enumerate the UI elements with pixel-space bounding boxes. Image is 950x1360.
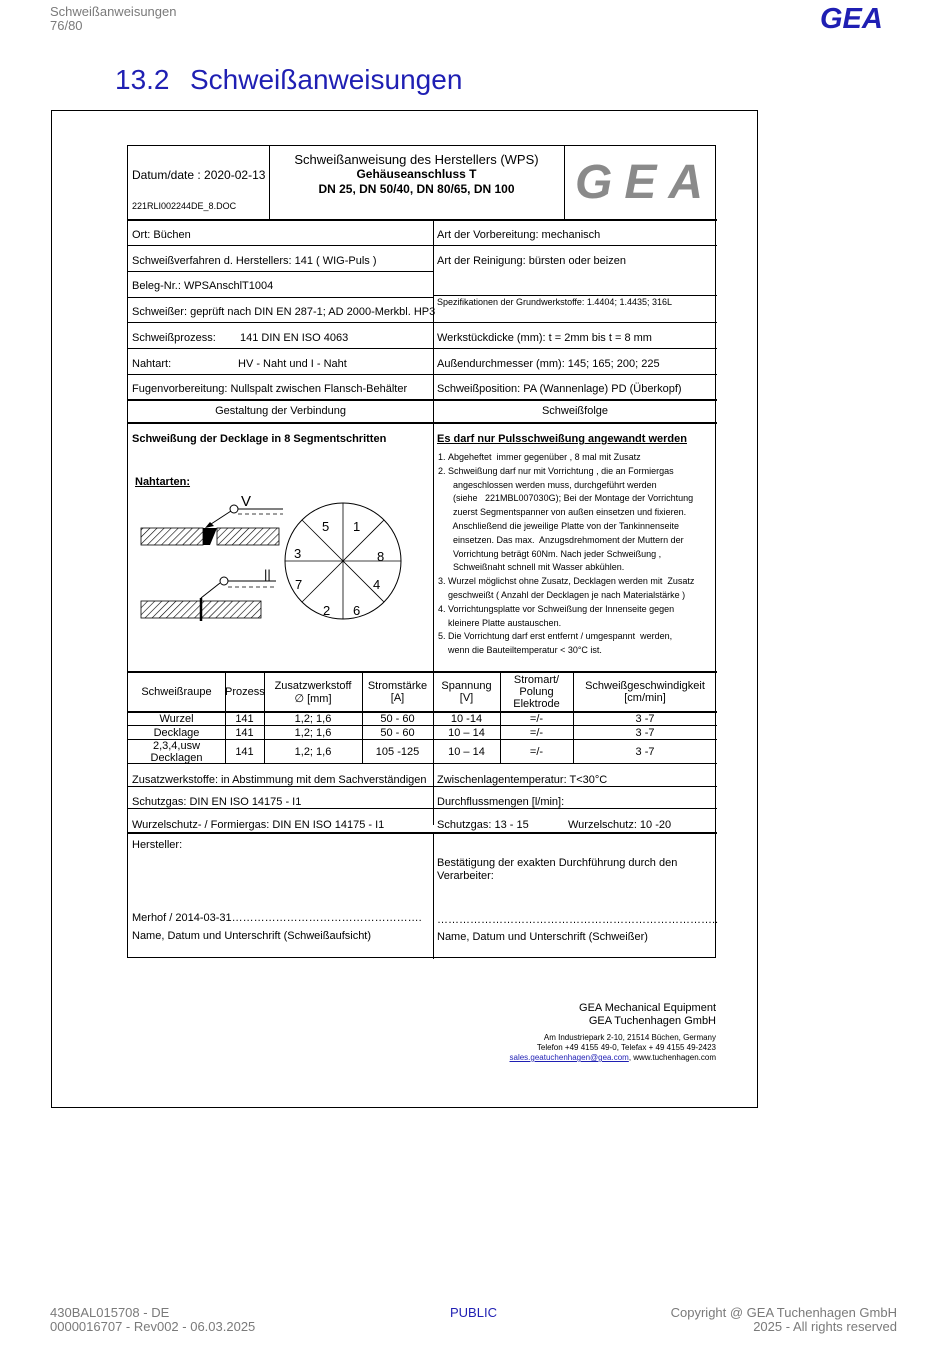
step-number: 3. — [438, 576, 446, 587]
table-cell: =/- — [529, 713, 544, 725]
step-item — [438, 630, 718, 658]
table-cell: Decklagen — [150, 752, 203, 764]
footer-doc: 430BAL015708 - DE — [50, 1305, 170, 1320]
table-cell: 3 -7 — [635, 746, 655, 758]
footer-classification: PUBLIC — [450, 1305, 497, 1320]
footer-copyright: Copyright @ GEA Tuchenhagen GmbH — [670, 1305, 897, 1320]
plate-right-v — [217, 528, 279, 545]
wps-gea-logo — [575, 160, 705, 207]
wps-subtitle: Gehäuseanschluss T — [356, 167, 477, 181]
steps-list — [438, 451, 718, 658]
step-line: zuerst Segmentspanner von außen einsetzen und fixieren. — [448, 507, 687, 518]
wps-schutzgas: Schutzgas: DIN EN ISO 14175 - I1 — [132, 796, 302, 808]
step-number: 1. — [438, 452, 446, 462]
wps-hersteller: Hersteller: — [132, 839, 183, 851]
segment-label: 4 — [373, 577, 381, 592]
i-symbol: || — [264, 567, 271, 582]
section-heading — [115, 64, 462, 96]
step-line: geschweißt ( Anzahl der Decklagen je nach Materialstärke ) — [448, 589, 686, 600]
nahtarten-label: Nahtarten: — [135, 476, 191, 488]
company-phone: Telefon +49 4155 49-0, Telefax + 49 4155 49-2423 — [536, 1043, 716, 1052]
wps-wurzelschutz-menge: Wurzelschutz: 10 -20 — [568, 819, 672, 831]
table-cell: 10 – 14 — [448, 727, 485, 739]
table-cell: 1,2; 1,6 — [294, 746, 332, 758]
wps-verfahren: Schweißverfahren d. Herstellers: 141 ( WIG-Puls ) — [132, 255, 377, 267]
plate-left-v — [141, 528, 203, 545]
segment-label: 6 — [353, 603, 361, 618]
gea-logo — [820, 4, 898, 37]
table-cell: 10 – 14 — [448, 746, 485, 758]
table-cell: 141 — [235, 727, 254, 739]
company-email-link[interactable]: sales.geatuchenhagen@gea.com — [509, 1053, 629, 1062]
table-cell: 50 - 60 — [380, 713, 415, 725]
table-cell: 2,3,4,usw — [152, 740, 201, 752]
wps-dicke: Werkstückdicke (mm): t = 2mm bis t = 8 mm — [437, 332, 652, 344]
sign-line-left: Merhof / 2014-03-31……………………………………………. — [132, 912, 422, 924]
wps-doc-ref: 221RLI002244DE_8.DOC — [132, 201, 237, 211]
company-contact — [510, 1053, 717, 1062]
table-cell: =/- — [529, 727, 544, 739]
segment-label: 2 — [323, 603, 331, 618]
company-line1: GEA Mechanical Equipment — [579, 1002, 716, 1014]
wps-reinigung: Art der Reinigung: bürsten oder beizen — [437, 255, 626, 267]
table-header-cell: ∅ [mm] — [294, 693, 332, 705]
v-weld-seam — [203, 528, 217, 545]
table-cell: 3 -7 — [635, 727, 655, 739]
wps-schweisser: Schweißer: geprüft nach DIN EN 287-1; AD 2000-Merkbl. HP3 — [132, 306, 436, 318]
wps-folge: Schweißfolge — [541, 405, 609, 417]
wps-sizes: DN 25, DN 50/40, DN 80/65, DN 100 — [318, 182, 515, 196]
table-header-cell: [cm/min] — [624, 692, 666, 704]
table-cell: 141 — [235, 746, 254, 758]
segment-label: 8 — [377, 549, 385, 564]
name-left: Name, Datum und Unterschrift (Schweißaufsicht) — [132, 930, 372, 942]
step-line: Vorrichtung beträgt 60Nm. Nach jeder Schweißung , — [448, 548, 662, 559]
table-header-cell: Stromart/ — [513, 674, 560, 686]
table-header-cell: Spannung — [441, 680, 492, 692]
gea-logo-text: GEA — [820, 4, 883, 32]
table-cell: 1,2; 1,6 — [294, 727, 332, 739]
wps-title: Schweißanweisung des Herstellers (WPS) — [294, 152, 539, 167]
wps-spezifikation: Spezifikationen der Grundwerkstoffe: 1.4404; 1.4435; 316L — [437, 297, 672, 307]
step-line: Anschließend die jeweilige Platte von der Tankinnenseite — [448, 520, 679, 531]
step-item — [438, 465, 718, 575]
step-item — [438, 575, 718, 603]
wps-fugen: Fugenvorbereitung: Nullspalt zwischen Flansch-Behälter — [132, 383, 408, 395]
step-item — [438, 451, 718, 465]
wps-zwischen: Zwischenlagentemperatur: T<30°C — [437, 774, 608, 786]
wps-schutzgas-menge: Schutzgas: 13 - 15 — [437, 819, 529, 831]
segment-label: 3 — [294, 546, 302, 561]
wps-nahtart-label: Nahtart: — [132, 358, 172, 370]
step-line: Die Vorrichtung darf erst entfernt / umgespannt werden, — [448, 631, 673, 642]
table-header-cell: Polung — [519, 686, 554, 698]
wps-gestaltung: Gestaltung der Verbindung — [215, 405, 346, 417]
table-cell: 1,2; 1,6 — [294, 713, 332, 725]
company-web: , www.tuchenhagen.com — [628, 1053, 716, 1062]
plate-left-i — [141, 601, 201, 618]
page-header — [50, 5, 176, 33]
step-line: Vorrichtungsplatte vor Schweißung der Innenseite gegen — [448, 603, 675, 614]
company-line2: GEA Tuchenhagen GmbH — [588, 1015, 716, 1027]
segment-label: 1 — [353, 519, 361, 534]
wps-bestaetigung-2: Verarbeiter: — [437, 870, 494, 882]
footer-rights: 2025 - All rights reserved — [753, 1319, 897, 1334]
step-line: einsetzen. Das max. Anzugsdrehmoment der Muttern der — [448, 534, 684, 545]
doc-title: Schweißanweisungen — [50, 4, 177, 19]
name-right: Name, Datum und Unterschrift (Schweißer) — [437, 931, 648, 943]
step-line: wenn die Bauteiltemperatur < 30°C ist. — [448, 645, 602, 656]
step-number: 4. — [438, 603, 446, 614]
wps-prozess-label: Schweißprozess: — [132, 332, 216, 344]
wps-ort: Ort: Büchen — [132, 229, 191, 241]
section-title: Schweißanweisungen — [190, 64, 463, 95]
step-line: Schweißung darf nur mit Vorrichtung , die an Formiergas — [448, 465, 674, 476]
table-cell: Decklage — [153, 727, 200, 739]
footer-rev: 0000016707 - Rev002 - 06.03.2025 — [50, 1319, 256, 1334]
table-header-cell: Prozess — [225, 686, 265, 698]
table-header-cell: [A] — [390, 692, 405, 704]
wps-vorbereitung: Art der Vorbereitung: mechanisch — [437, 229, 601, 241]
decklage-title: Schweißung der Decklage in 8 Segmentschritten — [132, 433, 387, 445]
table-row-divider — [128, 725, 717, 726]
segment-label: 5 — [322, 519, 330, 534]
table-header-cell: Zusatzwerkstoff — [274, 680, 352, 692]
wps-prozess-value: 141 DIN EN ISO 4063 — [240, 332, 349, 344]
step-number: 2. — [438, 465, 446, 476]
table-header-cell: [V] — [459, 692, 474, 704]
step-number: 5. — [438, 631, 446, 642]
wps-bestaetigung: Bestätigung der exakten Durchführung durch den — [437, 857, 678, 869]
section-number: 13.2 — [115, 64, 170, 95]
table-header-cell: Schweißgeschwindigkeit — [585, 680, 705, 692]
wps-durchfluss: Durchflussmengen [l/min]: — [437, 796, 565, 808]
puls-title: Es darf nur Pulsschweißung angewandt werden — [437, 433, 687, 445]
table-cell: =/- — [529, 746, 544, 758]
plate-right-i — [201, 601, 261, 618]
step-line: kleinere Platte austauschen. — [448, 617, 562, 628]
i-leader — [201, 583, 220, 598]
sign-line-right: ………………………………………………………………….. — [437, 914, 719, 926]
table-cell: 141 — [235, 713, 254, 725]
table-cell: Wurzel — [159, 713, 194, 725]
segment-label: 7 — [295, 577, 303, 592]
step-line: angeschlossen werden muss, durchgeführt werden — [448, 479, 657, 490]
wps-durchmesser: Außendurchmesser (mm): 145; 165; 200; 225 — [437, 358, 660, 370]
wps-logo-text: GEA — [575, 160, 703, 204]
step-line: Schweißnaht schnell mit Wasser abkühlen. — [448, 562, 625, 573]
v-symbol: V — [241, 493, 252, 510]
wps-sheet — [127, 145, 719, 958]
wps-nahtart-value: HV - Naht und I - Naht — [238, 358, 347, 370]
table-header-cell: Stromstärke — [367, 680, 428, 692]
company-address: Am Industriepark 2-10, 21514 Büchen, Germany — [543, 1033, 716, 1042]
table-cell: 10 -14 — [450, 713, 483, 725]
table-header-cell: Elektrode — [513, 698, 560, 710]
wps-wurzelschutz: Wurzelschutz- / Formiergas: DIN EN ISO 14175 - I1 — [132, 819, 385, 831]
step-line: (siehe 221MBL007030G); Bei der Montage der Vorrichtung — [448, 493, 694, 504]
step-line: Abgeheftet immer gegenüber , 8 mal mit Zusatz — [448, 452, 641, 462]
step-line: Wurzel möglichst ohne Zusatz, Decklagen werden mit Zusatz — [448, 576, 695, 587]
wps-position: Schweißposition: PA (Wannenlage) PD (Überkopf) — [437, 383, 682, 395]
table-header-cell: Schweißraupe — [141, 686, 212, 698]
step-item — [438, 603, 718, 631]
wps-beleg: Beleg-Nr.: WPSAnschlT1004 — [132, 280, 274, 292]
wps-zusatz: Zusatzwerkstoffe: in Abstimmung mit dem Sachverständigen — [132, 774, 427, 786]
footer-right — [671, 1306, 897, 1334]
page-number: 76/80 — [50, 18, 83, 33]
table-cell: 105 -125 — [375, 746, 420, 758]
table-cell: 3 -7 — [635, 713, 655, 725]
footer-left — [50, 1306, 255, 1334]
segment-circle — [283, 501, 403, 621]
table-cell: 50 - 60 — [380, 727, 415, 739]
wps-date: Datum/date : 2020-02-13 — [132, 168, 266, 182]
